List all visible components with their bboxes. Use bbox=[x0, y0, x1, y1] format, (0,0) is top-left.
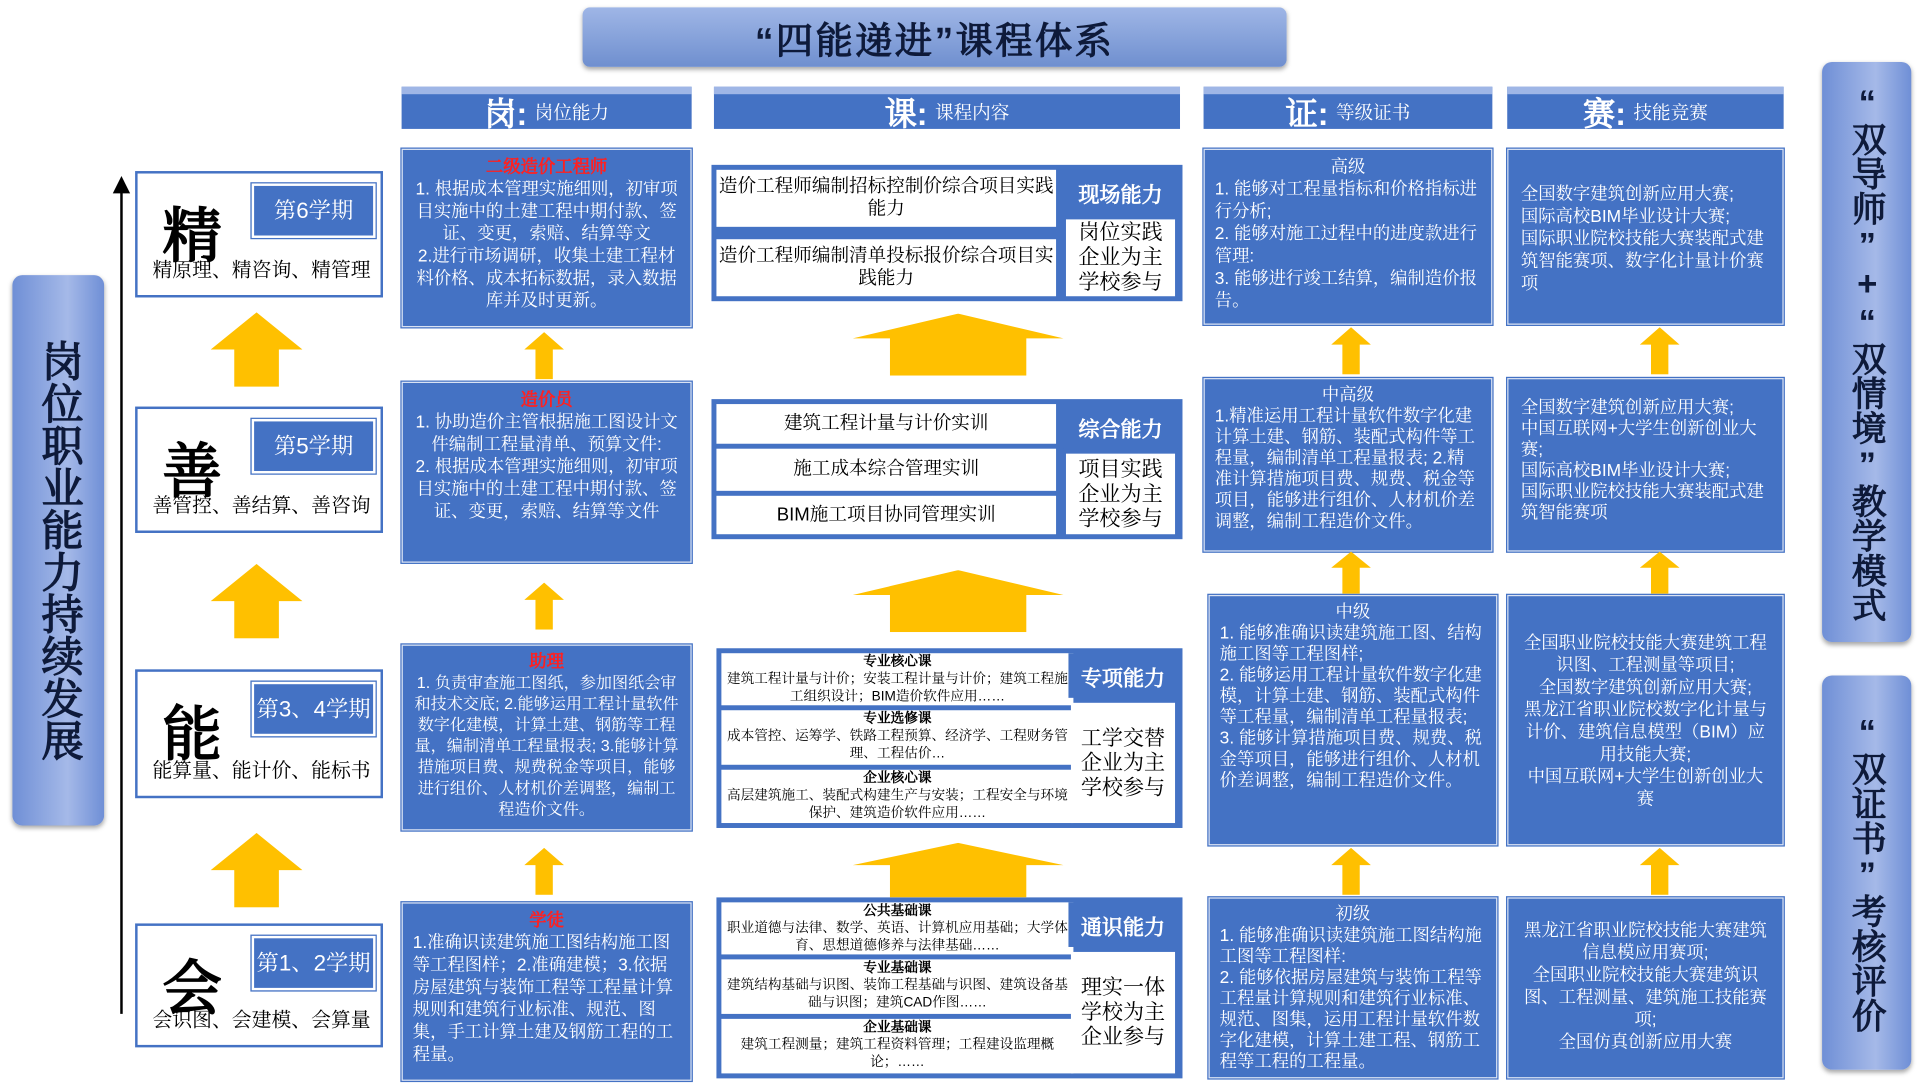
cert-text: 1. 能够准确识读建筑施工图结构施工图等工程图样: 2. 能够依据房屋建筑与装饰工程等工程量计算规则和建筑行业标准、规范、图集，运用工程计量软件数字化建模，计算土建工程、钢筋工程等工程的工程量。 bbox=[1219, 924, 1482, 1071]
level-char: 精 bbox=[162, 202, 222, 272]
cert-grade: 初级 bbox=[1335, 903, 1371, 924]
course-group-title: 专业基础课 bbox=[863, 960, 932, 976]
position-box-senior bbox=[402, 149, 692, 327]
right-banner-top-text: “双导师”+“双情境”教学模式 bbox=[1848, 82, 1887, 622]
course-group-title: 专业选修课 bbox=[863, 711, 932, 727]
position-role: 造价员 bbox=[520, 389, 573, 410]
course-group-text: 成本管控、运筹学、铁路工程预算、经济学、工程财务管理、工程估价… bbox=[726, 728, 1068, 762]
header-sai-small: 技能竞赛 bbox=[1633, 102, 1708, 124]
course-item: BIM施工项目协同管理实训 bbox=[716, 496, 1056, 534]
left-banner-text: 岗位职业能力持续发展 bbox=[34, 339, 82, 762]
competition-box-4 bbox=[1507, 897, 1783, 1078]
cert-box-senior bbox=[1204, 149, 1493, 325]
position-text: 1. 根据成本管理实施细则，初审项目实施中的土建工程中期付款、签证、变更，索赔、结算等文 2.进行市场调研，收集土建工程材料价格、成本拓标数据，录入数据库并及时更新。 bbox=[415, 178, 678, 310]
competition-box-2 bbox=[1507, 378, 1783, 552]
position-text: 1. 负责审查施工图纸，参加图纸会审和技术交底; 2.能够运用工程计量软件数字化建模，计算土建、钢筋等工程量，编制清单工程量报表; 3.能够计算措施项目费、规费税金等项目，能够进行组价、人材机价差调整，编制工程造价文件。 bbox=[414, 673, 679, 819]
semester-badge: 第5学期 bbox=[252, 419, 376, 474]
course-group-title: 企业基础课 bbox=[863, 1020, 932, 1035]
level-char: 会 bbox=[162, 954, 222, 1024]
course-group bbox=[721, 653, 1073, 705]
course-group-text: 高层建筑施工、装配式构建生产与安装；工程安全与环境保护、建筑造价软件应用…… bbox=[726, 788, 1068, 821]
course-item: 造价工程师编制招标控制价综合项目实践能力 bbox=[716, 170, 1056, 227]
right-banner-bottom bbox=[1822, 676, 1911, 1070]
course-block-level3 bbox=[711, 399, 1182, 539]
competition-arrow-2 bbox=[1640, 552, 1680, 594]
course-group-text: 建筑工程测量；建筑工程资料管理；工程建设监理概论；…… bbox=[740, 1037, 1055, 1070]
level-char: 能 bbox=[162, 700, 222, 770]
header-ke-small: 课程内容 bbox=[934, 102, 1010, 124]
competition-arrow-3 bbox=[1640, 848, 1680, 895]
course-group-title: 公共基础课 bbox=[863, 903, 932, 919]
semester-badge: 第3、4学期 bbox=[252, 682, 376, 737]
course-group-title: 企业核心课 bbox=[863, 770, 932, 786]
position-text: 1. 协助造价主管根据施工图设计文件编制工程量清单、预算文件: 2. 根据成本管理实施细则，初审项目实施中的土建工程中期付款、签证、变更，索赔、结算等文件 bbox=[415, 411, 678, 521]
competition-box-1 bbox=[1507, 149, 1783, 325]
course-group bbox=[721, 1019, 1073, 1074]
cert-arrow-3 bbox=[1331, 848, 1371, 895]
diagram-title: “四能递进”课程体系 bbox=[583, 7, 1287, 66]
header-sai bbox=[1507, 87, 1783, 133]
position-role: 助理 bbox=[529, 650, 564, 671]
cert-box-mid-high bbox=[1204, 378, 1493, 552]
position-box-assistant bbox=[402, 645, 692, 831]
left-banner bbox=[12, 275, 104, 825]
course-item: 造价工程师编制清单投标报价综合项目实践能力 bbox=[716, 239, 1056, 296]
course-group-title: 专业核心课 bbox=[863, 654, 932, 670]
course-group-text: 职业道德与法律、数学、英语、计算机应用基础；大学体育、思想道德修养与法律基础…… bbox=[726, 920, 1068, 954]
semester-badge: 第6学期 bbox=[252, 183, 376, 238]
header-ke bbox=[714, 87, 1180, 133]
ability-title: 专项能力 bbox=[1068, 653, 1177, 698]
course-group-text: 建筑工程计量与计价；安装工程计量与计价；建筑工程施工组织设计；BIM造价软件应用…… bbox=[726, 671, 1068, 705]
right-banner-top bbox=[1822, 62, 1911, 642]
level-box-hui bbox=[135, 923, 383, 1047]
semester-badge: 第1、2学期 bbox=[252, 936, 376, 991]
position-arrow-3 bbox=[524, 848, 564, 895]
course-block-level2 bbox=[716, 648, 1182, 828]
cert-text: 1. 能够准确识读建筑施工图、结构施工图等工程图样; 2. 能够运用工程计量软件数字化建模，计算土建、钢筋、装配式构件等工程量，编制清单工程量报表; 3. 能够计算措施项目费、规费、税金等项目，能够进行组价、人材机价差调整，编制工程造价文件。 bbox=[1219, 622, 1482, 790]
cert-box-mid bbox=[1209, 595, 1498, 845]
ability-mode: 工学交替 企业为主 学校参与 bbox=[1071, 703, 1175, 823]
cert-grade: 中级 bbox=[1335, 601, 1371, 621]
level-arrow-1 bbox=[211, 312, 303, 386]
position-arrow-1 bbox=[524, 332, 564, 379]
cert-arrow-2 bbox=[1331, 552, 1371, 594]
header-gang-big: 岗: bbox=[484, 94, 528, 133]
level-subtitle: 精原理、精咨询、精管理 bbox=[152, 260, 371, 282]
header-sai-big: 赛: bbox=[1583, 94, 1627, 133]
level-box-neng bbox=[135, 669, 383, 798]
position-box-apprentice bbox=[402, 902, 692, 1080]
level-subtitle: 能算量、能计价、能标书 bbox=[152, 761, 371, 783]
competition-text: 全国职业院校技能大赛建筑工程识图、工程测量等项目; 全国数字建筑创新应用大赛; 黑龙江省职业院校数字化计量与计价、建筑信息模型（BIM）应用技能大赛; 中国互联网+大学生创新创业大赛 bbox=[1523, 632, 1767, 809]
level-arrow-3 bbox=[211, 833, 303, 907]
position-arrow-2 bbox=[524, 583, 564, 630]
ability-mode: 岗位实践 企业为主 学校参与 bbox=[1066, 219, 1175, 296]
competition-text: 黑龙江省职业院校技能大赛建筑信息模应用赛项; 全国职业院校技能大赛建筑识图、工程测量、建筑施工技能赛项; 全国仿真创新应用大赛 bbox=[1523, 919, 1767, 1052]
course-arrow-3 bbox=[853, 843, 1064, 898]
level-char: 善 bbox=[162, 437, 222, 507]
progression-arrow bbox=[109, 174, 134, 1017]
course-group bbox=[721, 770, 1073, 823]
header-gang-small: 岗位能力 bbox=[534, 102, 610, 124]
ability-mode: 理实一体 学校为主 企业参与 bbox=[1071, 952, 1175, 1073]
right-banner-bottom-text: “双证书”考核评价 bbox=[1848, 712, 1887, 1033]
competition-text: 全国数字建筑创新应用大赛; 国际高校BIM毕业设计大赛; 国际职业院校技能大赛装配式建筑智能赛项、数字化计量计价赛项 bbox=[1520, 183, 1764, 293]
ability-mode: 项目实践 企业为主 学校参与 bbox=[1066, 454, 1175, 535]
cert-text: 1.精准运用工程计量软件数字化建计算土建、钢筋、装配式构件等工程量，编制清单工程量报表; 2.精准计算措施项目费、规费、税金等项目，能够进行组价、人材机价差调整，编制工程造价文件。 bbox=[1214, 405, 1476, 531]
header-zheng-small: 等级证书 bbox=[1335, 102, 1411, 124]
header-zheng-big: 证: bbox=[1285, 94, 1329, 133]
level-box-shan bbox=[135, 407, 383, 533]
course-block-level1 bbox=[716, 897, 1182, 1078]
course-group bbox=[721, 902, 1073, 954]
competition-arrow-1 bbox=[1640, 327, 1680, 374]
competition-box-3 bbox=[1507, 595, 1783, 845]
ability-title: 通识能力 bbox=[1068, 902, 1177, 947]
course-arrow-1 bbox=[853, 314, 1064, 376]
level-subtitle: 会识图、会建模、会算量 bbox=[152, 1010, 371, 1032]
header-zheng bbox=[1204, 87, 1493, 133]
course-group bbox=[721, 959, 1073, 1014]
position-role: 二级造价工程师 bbox=[485, 156, 608, 177]
ability-title: 现场能力 bbox=[1063, 170, 1177, 215]
competition-text: 全国数字建筑创新应用大赛; 中国互联网+大学生创新创业大赛; 国际高校BIM毕业设计大赛; 国际职业院校技能大赛装配式建筑智能赛项 bbox=[1520, 396, 1764, 522]
ability-title: 综合能力 bbox=[1063, 404, 1177, 449]
course-group bbox=[721, 710, 1073, 765]
cert-box-junior bbox=[1209, 897, 1498, 1078]
position-role: 学徒 bbox=[529, 909, 564, 930]
position-box-cost-clerk bbox=[402, 382, 692, 563]
cert-text: 1. 能够对工程量指标和价格指标进行分析; 2. 能够对施工过程中的进度款进行管理: 3. 能够进行竣工结算，编制造价报告。 bbox=[1214, 178, 1477, 310]
course-item: 建筑工程计量与计价实训 bbox=[716, 404, 1056, 444]
level-box-jing bbox=[135, 171, 383, 297]
course-block-level4 bbox=[711, 165, 1182, 301]
level-arrow-2 bbox=[211, 564, 303, 638]
course-group-text: 建筑结构基础与识图、装饰工程基础与识图、建筑设备基础与识图；建筑CAD作图…… bbox=[726, 977, 1068, 1011]
header-gang bbox=[402, 87, 692, 133]
header-ke-big: 课: bbox=[884, 94, 928, 133]
course-arrow-2 bbox=[853, 570, 1064, 632]
course-item: 施工成本综合管理实训 bbox=[716, 449, 1056, 491]
level-subtitle: 善管控、善结算、善咨询 bbox=[152, 495, 371, 517]
cert-grade: 高级 bbox=[1330, 156, 1366, 177]
position-text: 1.准确识读建筑施工图结构施工图等工程图样；2.准确建模；3.依据房屋建筑与装饰工程等工程量计算规则和建筑行业标准、规范、图集，手工计算土建及钢筋工程的工程量。 bbox=[412, 932, 674, 1064]
cert-arrow-1 bbox=[1331, 327, 1371, 374]
cert-grade: 中高级 bbox=[1321, 384, 1374, 405]
